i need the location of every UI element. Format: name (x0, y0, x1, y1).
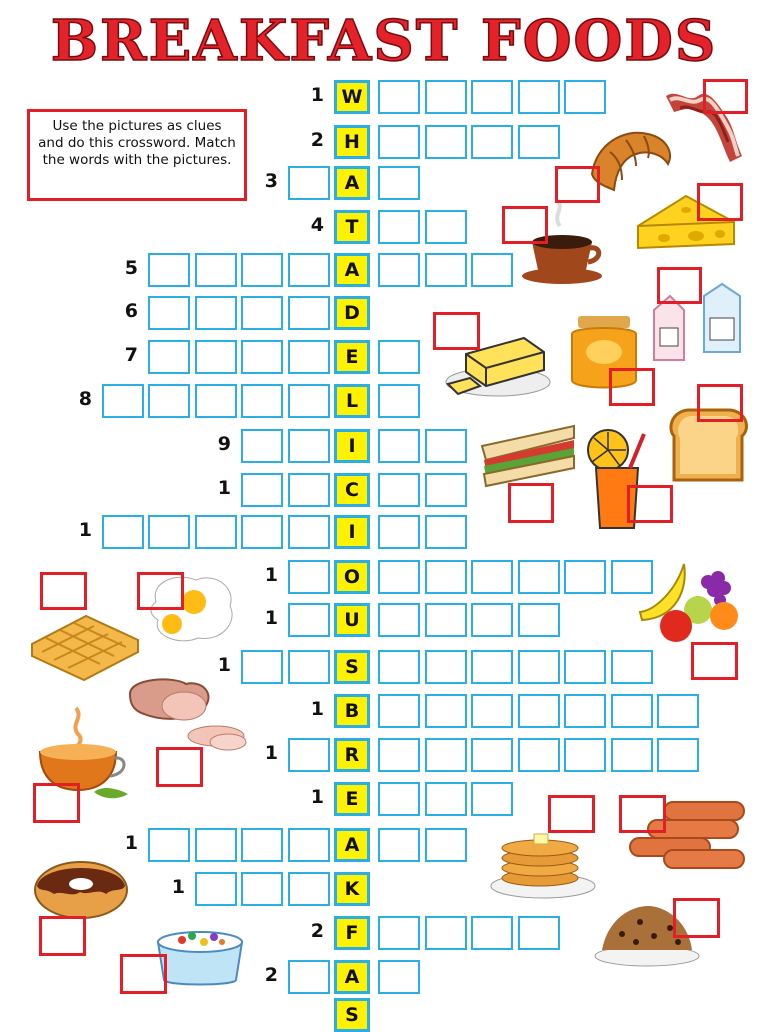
clue-number: 3 (264, 170, 278, 192)
key-letter-cell: R (334, 738, 370, 772)
key-letter-cell: I (334, 429, 370, 463)
crossword-cell[interactable] (611, 694, 653, 728)
crossword-cell[interactable] (518, 650, 560, 684)
crossword-cell[interactable] (241, 429, 283, 463)
crossword-cell[interactable] (195, 296, 237, 330)
crossword-cell[interactable] (288, 429, 330, 463)
crossword-cell[interactable] (657, 694, 699, 728)
crossword-cell[interactable] (425, 650, 467, 684)
crossword-cell[interactable] (378, 473, 420, 507)
crossword-cell[interactable] (471, 253, 513, 287)
crossword-cell[interactable] (288, 650, 330, 684)
crossword-cell[interactable] (378, 560, 420, 594)
crossword-cell[interactable] (378, 166, 420, 200)
clue-number: 1 (310, 84, 324, 106)
key-letter-cell: S (334, 998, 370, 1032)
key-letter-cell: A (334, 960, 370, 994)
crossword-cell[interactable] (241, 515, 283, 549)
clue-number: 7 (124, 344, 138, 366)
crossword-cell[interactable] (378, 429, 420, 463)
crossword-cell[interactable] (518, 738, 560, 772)
clue-number: 2 (310, 129, 324, 151)
crossword-cell[interactable] (288, 828, 330, 862)
crossword-cell[interactable] (378, 125, 420, 159)
crossword-cell[interactable] (564, 738, 606, 772)
waffle-icon (28, 610, 142, 682)
key-letter-cell: A (334, 253, 370, 287)
crossword-cell[interactable] (378, 738, 420, 772)
crossword-cell[interactable] (288, 166, 330, 200)
clue-number: 6 (124, 300, 138, 322)
clue-number: 5 (124, 257, 138, 279)
crossword-cell[interactable] (564, 650, 606, 684)
crossword-cell[interactable] (241, 253, 283, 287)
crossword-cell[interactable] (425, 125, 467, 159)
crossword-cell[interactable] (425, 253, 467, 287)
crossword-cell[interactable] (148, 253, 190, 287)
key-letter-cell: A (334, 828, 370, 862)
crossword-cell[interactable] (425, 738, 467, 772)
clue-number: 1 (264, 607, 278, 629)
clue-number: 1 (78, 519, 92, 541)
answer-box[interactable] (697, 183, 743, 221)
sandwich-icon (478, 418, 578, 488)
crossword-cell[interactable] (471, 80, 513, 114)
clue-number: 1 (310, 698, 324, 720)
crossword-cell[interactable] (195, 340, 237, 374)
crossword-cell[interactable] (425, 473, 467, 507)
key-letter-cell: I (334, 515, 370, 549)
crossword-cell[interactable] (564, 80, 606, 114)
crossword-cell[interactable] (518, 560, 560, 594)
key-letter-cell: U (334, 603, 370, 637)
crossword-cell[interactable] (148, 296, 190, 330)
crossword-cell[interactable] (471, 650, 513, 684)
crossword-cell[interactable] (564, 694, 606, 728)
crossword-cell[interactable] (378, 916, 420, 950)
answer-box[interactable] (433, 312, 480, 350)
answer-box[interactable] (548, 795, 595, 833)
crossword-cell[interactable] (471, 560, 513, 594)
crossword-cell[interactable] (471, 603, 513, 637)
pancakes-icon (488, 824, 598, 900)
key-letter-cell: K (334, 872, 370, 906)
crossword-cell[interactable] (425, 916, 467, 950)
crossword-cell[interactable] (241, 384, 283, 418)
crossword-cell[interactable] (148, 340, 190, 374)
crossword-cell[interactable] (471, 694, 513, 728)
crossword-cell[interactable] (611, 738, 653, 772)
crossword-cell[interactable] (288, 603, 330, 637)
key-letter-cell: E (334, 340, 370, 374)
crossword-cell[interactable] (518, 916, 560, 950)
crossword-cell[interactable] (611, 650, 653, 684)
crossword-cell[interactable] (102, 515, 144, 549)
answer-box[interactable] (120, 954, 167, 994)
clue-number: 8 (78, 388, 92, 410)
instructions-box: Use the pictures as clues and do this crossword. Match the words with the pictures. (27, 109, 247, 201)
crossword-cell[interactable] (425, 515, 467, 549)
crossword-cell[interactable] (288, 473, 330, 507)
crossword-cell[interactable] (288, 560, 330, 594)
crossword-cell[interactable] (425, 603, 467, 637)
key-letter-cell: F (334, 916, 370, 950)
answer-box[interactable] (657, 267, 702, 304)
crossword-cell[interactable] (564, 560, 606, 594)
crossword-cell[interactable] (518, 603, 560, 637)
crossword-cell[interactable] (195, 515, 237, 549)
croissant-icon (588, 124, 676, 196)
clue-number: 1 (217, 477, 231, 499)
key-letter-cell: E (334, 782, 370, 816)
crossword-cell[interactable] (241, 473, 283, 507)
clue-number: 1 (264, 564, 278, 586)
crossword-cell[interactable] (195, 384, 237, 418)
answer-box[interactable] (502, 206, 548, 244)
crossword-cell[interactable] (378, 828, 420, 862)
crossword-cell[interactable] (378, 603, 420, 637)
answer-box[interactable] (137, 572, 184, 610)
crossword-cell[interactable] (288, 872, 330, 906)
answer-box[interactable] (555, 166, 600, 203)
crossword-cell[interactable] (288, 340, 330, 374)
clue-number: 2 (310, 920, 324, 942)
crossword-cell[interactable] (657, 738, 699, 772)
crossword-cell[interactable] (425, 560, 467, 594)
key-letter-cell: T (334, 210, 370, 244)
crossword-cell[interactable] (378, 210, 420, 244)
crossword-cell[interactable] (471, 125, 513, 159)
key-letter-cell: S (334, 650, 370, 684)
key-letter-cell: O (334, 560, 370, 594)
crossword-cell[interactable] (241, 340, 283, 374)
clue-number: 2 (264, 964, 278, 986)
crossword-cell[interactable] (471, 782, 513, 816)
key-letter-cell: D (334, 296, 370, 330)
crossword-cell[interactable] (148, 828, 190, 862)
answer-box[interactable] (619, 795, 666, 833)
crossword-cell[interactable] (241, 872, 283, 906)
crossword-cell[interactable] (425, 828, 467, 862)
crossword-cell[interactable] (378, 384, 420, 418)
clue-number: 1 (264, 742, 278, 764)
crossword-cell[interactable] (195, 253, 237, 287)
crossword-cell[interactable] (288, 296, 330, 330)
crossword-cell[interactable] (195, 828, 237, 862)
crossword-cell[interactable] (425, 694, 467, 728)
answer-box[interactable] (40, 572, 87, 610)
crossword-cell[interactable] (195, 872, 237, 906)
crossword-cell[interactable] (425, 210, 467, 244)
crossword-cell[interactable] (518, 80, 560, 114)
crossword-cell[interactable] (518, 694, 560, 728)
crossword-cell[interactable] (102, 384, 144, 418)
answer-box[interactable] (39, 916, 86, 956)
crossword-cell[interactable] (288, 384, 330, 418)
crossword-cell[interactable] (518, 125, 560, 159)
crossword-cell[interactable] (288, 738, 330, 772)
answer-box[interactable] (691, 642, 738, 680)
crossword-cell[interactable] (378, 80, 420, 114)
key-letter-cell: B (334, 694, 370, 728)
answer-box[interactable] (508, 483, 554, 523)
clue-number: 1 (310, 786, 324, 808)
crossword-cell[interactable] (378, 782, 420, 816)
crossword-cell[interactable] (378, 960, 420, 994)
clue-number: 1 (171, 876, 185, 898)
crossword-cell[interactable] (148, 515, 190, 549)
crossword-cell[interactable] (378, 650, 420, 684)
clue-number: 1 (124, 832, 138, 854)
answer-box[interactable] (33, 783, 80, 823)
answer-box[interactable] (627, 485, 673, 523)
answer-box[interactable] (703, 79, 748, 114)
crossword-cell[interactable] (471, 738, 513, 772)
answer-box[interactable] (609, 368, 655, 406)
crossword-cell[interactable] (378, 340, 420, 374)
crossword-cell[interactable] (288, 960, 330, 994)
crossword-cell[interactable] (241, 828, 283, 862)
crossword-cell[interactable] (288, 515, 330, 549)
doughnut-icon (32, 852, 130, 920)
clue-number: 4 (310, 214, 324, 236)
crossword-cell[interactable] (241, 296, 283, 330)
clue-number: 9 (217, 433, 231, 455)
fruit-icon (636, 560, 742, 644)
crossword-cell[interactable] (378, 694, 420, 728)
crossword-cell[interactable] (425, 429, 467, 463)
answer-box[interactable] (697, 384, 743, 422)
clue-number: 1 (217, 654, 231, 676)
ham-icon (124, 674, 248, 758)
key-letter-cell: L (334, 384, 370, 418)
crossword-cell[interactable] (378, 515, 420, 549)
key-letter-cell: H (334, 125, 370, 159)
crossword-cell[interactable] (288, 253, 330, 287)
page-title: BREAKFAST FOODS (50, 8, 718, 74)
answer-box[interactable] (673, 898, 720, 938)
crossword-cell[interactable] (425, 80, 467, 114)
key-letter-cell: A (334, 166, 370, 200)
key-letter-cell: C (334, 473, 370, 507)
crossword-cell[interactable] (148, 384, 190, 418)
answer-box[interactable] (156, 747, 203, 787)
crossword-cell[interactable] (378, 253, 420, 287)
key-letter-cell: W (334, 80, 370, 114)
crossword-cell[interactable] (471, 916, 513, 950)
crossword-cell[interactable] (425, 782, 467, 816)
